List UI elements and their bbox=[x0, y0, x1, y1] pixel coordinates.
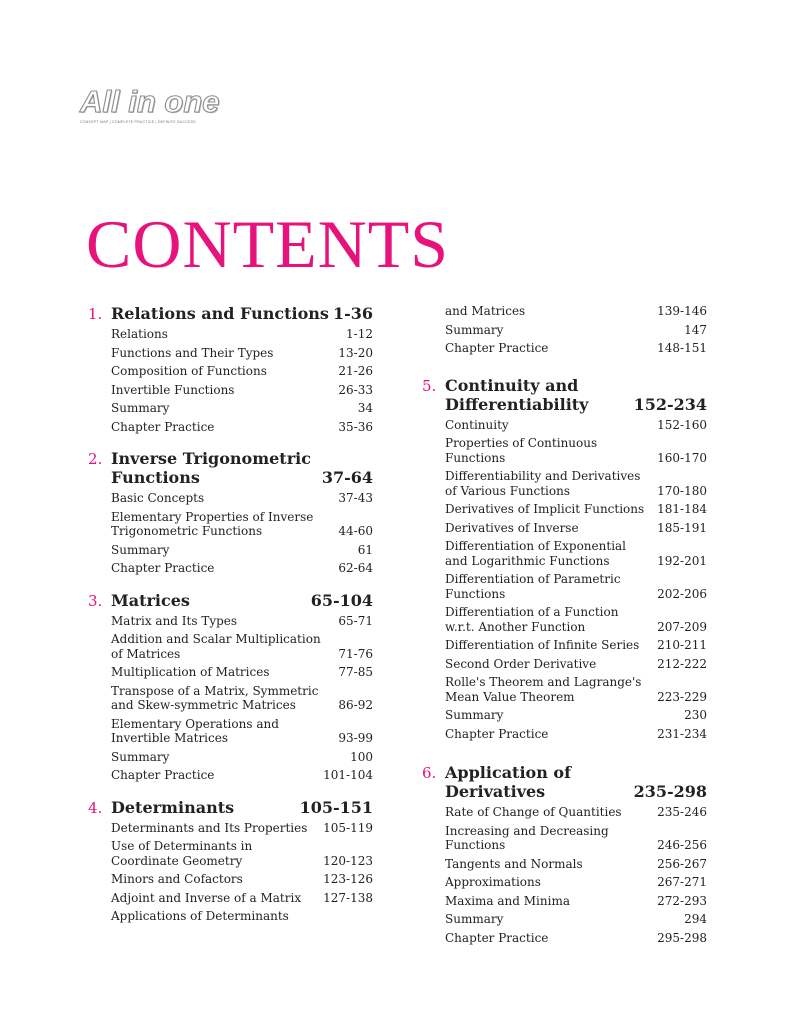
toc-entry-pages: 65-71 bbox=[338, 613, 373, 628]
chapter-block bbox=[422, 763, 707, 945]
toc-entry-title: Chapter Practice bbox=[445, 930, 549, 945]
chapter-heading[interactable] bbox=[422, 375, 707, 414]
toc-entry-title: Properties of Continuous Functions bbox=[445, 436, 598, 465]
toc-entry-pages: 147 bbox=[684, 322, 707, 337]
chapter-title: Matrices bbox=[111, 590, 190, 610]
toc-entry-title: Multiplication of Matrices bbox=[111, 665, 270, 679]
chapter-continuation bbox=[445, 304, 707, 356]
toc-entry-pages: 207-209 bbox=[657, 619, 707, 634]
toc-entry[interactable] bbox=[445, 805, 707, 820]
logo-text: All in one bbox=[80, 84, 220, 119]
toc-entry-title: Increasing and Decreasing Functions bbox=[445, 823, 609, 852]
toc-entry-pages: 212-222 bbox=[657, 656, 707, 671]
toc-entry-pages: 235-246 bbox=[657, 805, 707, 819]
toc-entry-title: Rate of Change of Quantities bbox=[445, 805, 622, 819]
toc-entry-pages: 127-138 bbox=[323, 890, 373, 905]
toc-entry-title: Approximations bbox=[445, 875, 541, 889]
toc-entry[interactable] bbox=[445, 341, 707, 356]
chapter-pages: 235-298 bbox=[633, 782, 707, 801]
toc-entry-pages: 152-160 bbox=[657, 417, 707, 432]
toc-entry-title: Addition and Scalar Multiplication of Matrices bbox=[111, 632, 321, 661]
toc-entry-title: Elementary Properties of Inverse Trigonometric Functions bbox=[111, 509, 314, 538]
chapter-title: Relations and Functions bbox=[111, 304, 329, 323]
toc-entry[interactable] bbox=[445, 912, 707, 927]
toc-entry[interactable] bbox=[111, 909, 373, 924]
chapter-number: 2. bbox=[88, 450, 103, 468]
toc-entry-title: Summary bbox=[445, 912, 504, 926]
chapter-title: Determinants bbox=[111, 797, 235, 817]
toc-entry[interactable] bbox=[445, 323, 707, 338]
toc-entry[interactable] bbox=[445, 521, 707, 536]
toc-entry-pages: 77-85 bbox=[338, 665, 373, 679]
chapter-heading[interactable] bbox=[88, 797, 373, 817]
toc-entry-pages: 148-151 bbox=[657, 341, 707, 355]
toc-entry[interactable] bbox=[111, 839, 373, 868]
toc-entry-title: Summary bbox=[445, 322, 504, 337]
toc-entry-title: Use of Determinants in Coordinate Geometry bbox=[111, 839, 253, 868]
toc-entry-title: Chapter Practice bbox=[111, 561, 215, 575]
toc-entry[interactable] bbox=[111, 891, 373, 906]
toc-entry-title: Differentiation of Parametric Functions bbox=[445, 572, 621, 601]
toc-entry-pages: 1-12 bbox=[346, 327, 373, 341]
toc-entry[interactable] bbox=[445, 675, 707, 704]
toc-entry-title: Differentiation of a Function w.r.t. Another Function bbox=[445, 605, 619, 634]
toc-entry-pages: 170-180 bbox=[657, 483, 707, 498]
toc-entry-title: and Matrices bbox=[445, 304, 526, 318]
toc-entry-title: Functions and Their Types bbox=[111, 345, 274, 360]
toc-entry-pages: 86-92 bbox=[338, 698, 373, 712]
chapter-heading[interactable] bbox=[88, 449, 373, 487]
chapter-heading[interactable] bbox=[88, 304, 373, 323]
toc-entry-pages: 35-36 bbox=[338, 419, 373, 434]
chapter-heading[interactable] bbox=[422, 763, 707, 801]
toc-entry-title: Differentiation of Exponential and Logarithmic Functions bbox=[445, 539, 627, 568]
chapter-title: Differentiability bbox=[445, 394, 589, 414]
page-title: CONTENTS bbox=[86, 206, 450, 282]
chapter-number: 6. bbox=[422, 764, 437, 782]
toc-entry-pages: 160-170 bbox=[657, 450, 707, 465]
toc-entry[interactable] bbox=[445, 572, 707, 601]
toc-entry[interactable] bbox=[111, 632, 373, 661]
chapter-pages: 1-36 bbox=[332, 304, 373, 323]
chapter-heading[interactable] bbox=[88, 590, 373, 610]
chapter-number: 4. bbox=[88, 798, 103, 817]
toc-entry[interactable] bbox=[445, 824, 707, 853]
toc-entry[interactable] bbox=[111, 401, 373, 416]
toc-entry[interactable] bbox=[445, 436, 707, 465]
toc-entry[interactable] bbox=[111, 768, 373, 783]
toc-entry[interactable] bbox=[445, 418, 707, 433]
toc-entry-title: Derivatives of Implicit Functions bbox=[445, 502, 645, 516]
toc-entry-pages: 120-123 bbox=[323, 853, 373, 868]
toc-entry-title: Chapter Practice bbox=[111, 419, 215, 434]
logo-tagline: CONCEPT MAP | COMPLETE PRACTICE | DEFINITE SUCCESS bbox=[80, 120, 196, 124]
toc-entry-title: Chapter Practice bbox=[445, 341, 549, 355]
toc-entry[interactable] bbox=[445, 894, 707, 909]
chapter-pages: 105-151 bbox=[299, 797, 373, 817]
toc-entry-pages: 181-184 bbox=[657, 502, 707, 516]
toc-entry-pages: 105-119 bbox=[323, 820, 373, 835]
toc-entry[interactable] bbox=[111, 614, 373, 629]
chapter-pages: 37-64 bbox=[321, 468, 373, 487]
chapter-number: 1. bbox=[88, 305, 103, 323]
toc-entry-pages: 230 bbox=[684, 708, 707, 722]
toc-entry-pages: 202-206 bbox=[657, 586, 707, 601]
toc-entry[interactable] bbox=[445, 304, 707, 319]
toc-entry-pages: 26-33 bbox=[338, 382, 373, 397]
toc-entry[interactable] bbox=[445, 638, 707, 653]
toc-entry-pages: 44-60 bbox=[338, 524, 373, 538]
toc-entry-pages: 295-298 bbox=[657, 930, 707, 945]
toc-entry[interactable] bbox=[111, 665, 373, 680]
toc-entry-title: Determinants and Its Properties bbox=[111, 820, 308, 835]
toc-entry-title: Transpose of a Matrix, Symmetric and Skew-symmetric Matrices bbox=[111, 683, 319, 712]
toc-entry-title: Elementary Operations and Invertible Matrices bbox=[111, 716, 279, 745]
chapter-block bbox=[422, 375, 707, 742]
toc-entry[interactable] bbox=[445, 708, 707, 723]
toc-entry-pages: 272-293 bbox=[657, 893, 707, 908]
toc-entry[interactable] bbox=[111, 346, 373, 361]
toc-entry[interactable] bbox=[111, 561, 373, 576]
toc-entry[interactable] bbox=[111, 872, 373, 887]
chapter-title: Continuity and bbox=[445, 375, 579, 395]
toc-entry-title: Second Order Derivative bbox=[445, 656, 597, 671]
toc-entry-pages: 192-201 bbox=[657, 553, 707, 568]
toc-entry-pages: 139-146 bbox=[657, 304, 707, 318]
toc-entry[interactable] bbox=[111, 491, 373, 506]
toc-entry[interactable] bbox=[445, 502, 707, 517]
chapter-block bbox=[88, 590, 373, 783]
toc-entry-title: Summary bbox=[445, 708, 504, 722]
toc-entry[interactable] bbox=[111, 420, 373, 435]
toc-entry-pages: 100 bbox=[350, 749, 373, 764]
contents-right-column bbox=[422, 304, 707, 960]
toc-entry-title: Matrix and Its Types bbox=[111, 613, 238, 628]
toc-entry-pages: 256-267 bbox=[657, 856, 707, 871]
toc-entry-title: Derivatives of Inverse bbox=[445, 520, 579, 535]
chapter-block bbox=[88, 449, 373, 576]
toc-entry-title: Continuity bbox=[445, 417, 509, 432]
toc-entry-pages: 61 bbox=[357, 542, 373, 557]
toc-entry-title: Rolle's Theorem and Lagrange's Mean Value Theorem bbox=[445, 675, 642, 704]
toc-entry-title: Composition of Functions bbox=[111, 364, 267, 378]
toc-entry[interactable] bbox=[445, 857, 707, 872]
toc-entry[interactable] bbox=[111, 750, 373, 765]
toc-entry-pages: 123-126 bbox=[323, 872, 373, 886]
toc-entry[interactable] bbox=[445, 539, 707, 568]
toc-entry-pages: 210-211 bbox=[657, 638, 707, 652]
contents-left-column bbox=[88, 304, 373, 939]
chapter-number: 3. bbox=[88, 591, 103, 610]
toc-entry-title: Invertible Functions bbox=[111, 382, 235, 397]
chapter-pages: 152-234 bbox=[633, 394, 707, 414]
toc-entry-title: Adjoint and Inverse of a Matrix bbox=[111, 890, 302, 905]
chapter-title: Functions bbox=[111, 468, 200, 487]
toc-entry-title: Tangents and Normals bbox=[445, 856, 583, 871]
toc-entry-title: Chapter Practice bbox=[445, 726, 549, 741]
chapter-title: Inverse Trigonometric bbox=[111, 449, 311, 468]
chapter-title: Application of Derivatives bbox=[445, 763, 571, 801]
toc-entry-pages: 223-229 bbox=[657, 689, 707, 704]
brand-logo bbox=[80, 86, 230, 124]
toc-entry[interactable] bbox=[111, 327, 373, 342]
toc-entry-pages: 93-99 bbox=[338, 731, 373, 745]
toc-entry-pages: 185-191 bbox=[657, 520, 707, 535]
toc-entry[interactable] bbox=[111, 821, 373, 836]
toc-entry-title: Maxima and Minima bbox=[445, 893, 570, 908]
toc-entry[interactable] bbox=[111, 684, 373, 713]
toc-entry-pages: 37-43 bbox=[338, 491, 373, 505]
toc-entry-pages: 13-20 bbox=[338, 345, 373, 360]
toc-entry-title: Differentiability and Derivatives of Various Functions bbox=[445, 469, 641, 498]
toc-entry-pages: 267-271 bbox=[657, 875, 707, 889]
chapter-block bbox=[88, 304, 373, 434]
toc-entry-title: Chapter Practice bbox=[111, 768, 215, 782]
toc-entry-title: Summary bbox=[111, 542, 170, 557]
toc-entry-title: Summary bbox=[111, 401, 170, 415]
toc-entry-title: Minors and Cofactors bbox=[111, 872, 243, 886]
toc-entry-pages: 34 bbox=[357, 401, 373, 415]
toc-entry-title: Applications of Determinants bbox=[111, 909, 289, 923]
toc-entry-pages: 21-26 bbox=[338, 364, 373, 378]
toc-entry[interactable] bbox=[111, 543, 373, 558]
toc-entry-pages: 62-64 bbox=[338, 561, 373, 575]
toc-entry-pages: 101-104 bbox=[323, 768, 373, 782]
toc-entry[interactable] bbox=[445, 605, 707, 634]
chapter-number: 5. bbox=[422, 376, 437, 395]
toc-entry[interactable] bbox=[445, 469, 707, 498]
toc-entry-pages: 246-256 bbox=[657, 838, 707, 852]
toc-entry[interactable] bbox=[111, 364, 373, 379]
toc-entry[interactable] bbox=[111, 510, 373, 539]
toc-entry-title: Basic Concepts bbox=[111, 491, 205, 505]
toc-entry-title: Differentiation of Infinite Series bbox=[445, 638, 640, 652]
toc-entry[interactable] bbox=[445, 875, 707, 890]
toc-entry[interactable] bbox=[445, 931, 707, 946]
toc-entry[interactable] bbox=[111, 383, 373, 398]
toc-entry-pages: 231-234 bbox=[657, 726, 707, 741]
toc-entry-title: Relations bbox=[111, 327, 168, 341]
toc-entry-pages: 71-76 bbox=[338, 646, 373, 661]
toc-entry-title: Summary bbox=[111, 749, 170, 764]
toc-entry-pages: 294 bbox=[684, 912, 707, 926]
toc-entry[interactable] bbox=[445, 727, 707, 742]
toc-entry[interactable] bbox=[111, 717, 373, 746]
chapter-pages: 65-104 bbox=[310, 590, 373, 610]
chapter-block bbox=[88, 797, 373, 924]
toc-entry[interactable] bbox=[445, 657, 707, 672]
